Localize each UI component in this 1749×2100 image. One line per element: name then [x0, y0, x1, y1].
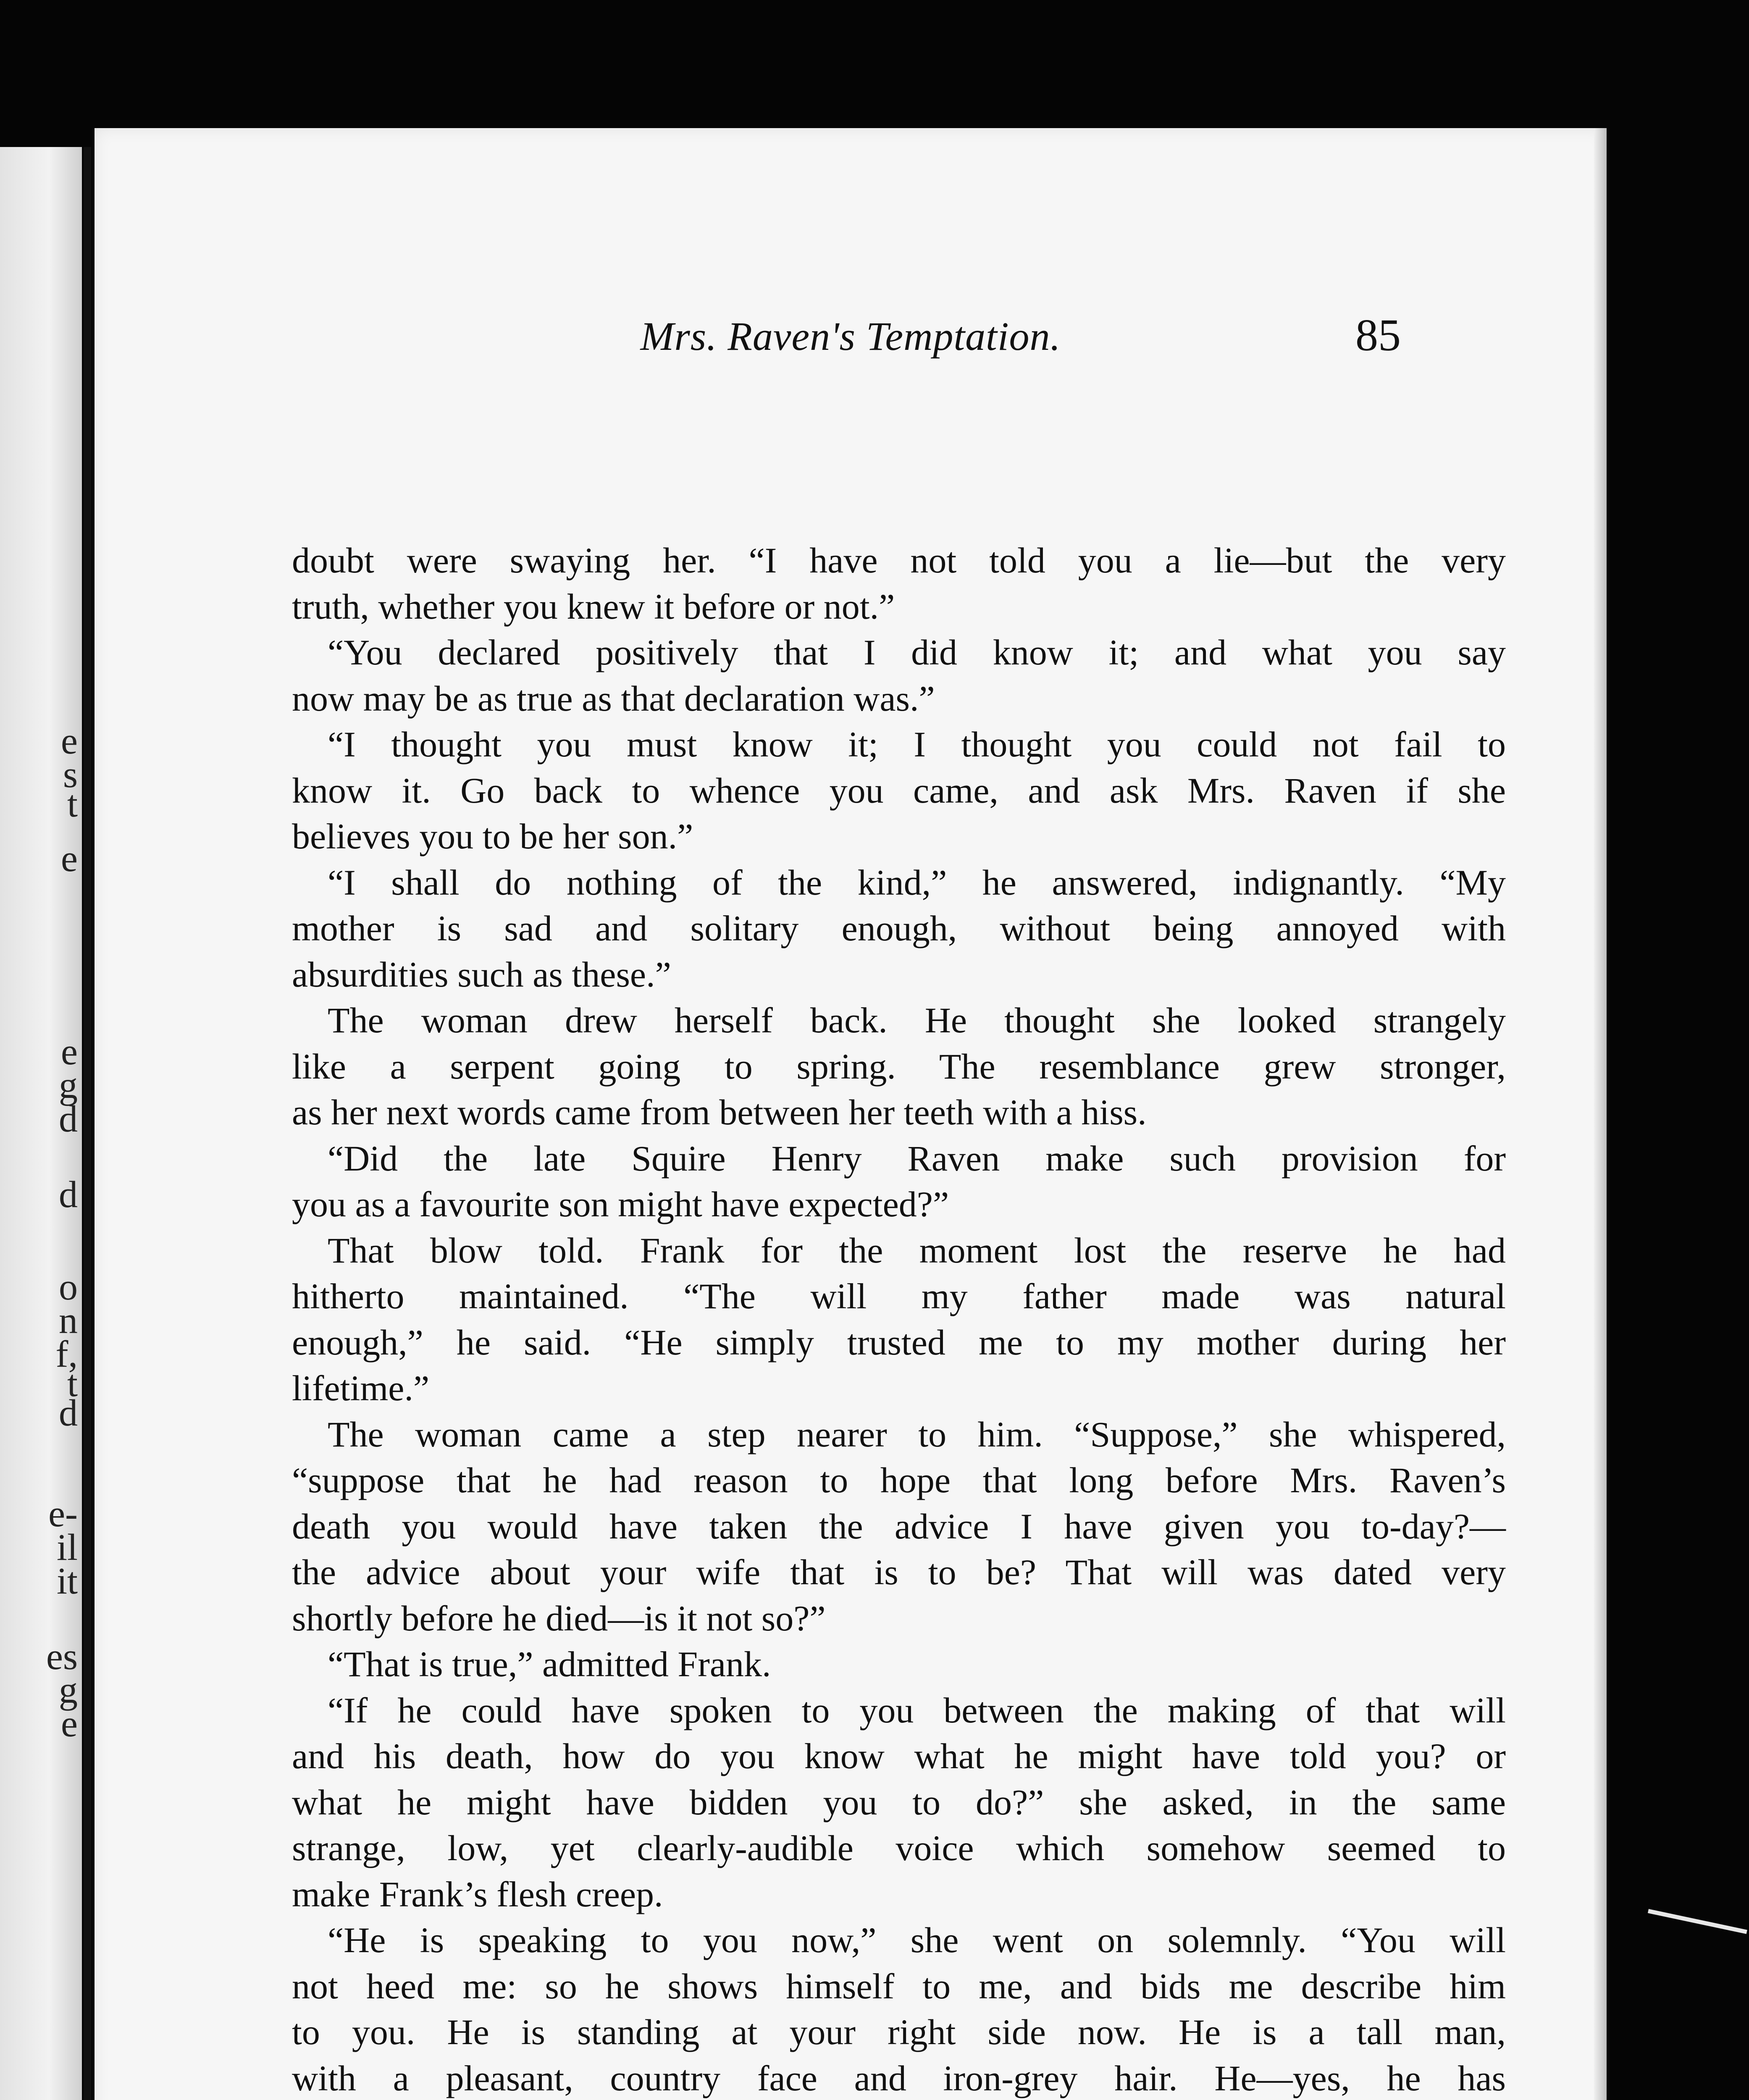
facing-page-fragment: il	[56, 1527, 78, 1568]
text-line: The woman drew herself back. He thought she looked strangely	[328, 1000, 1506, 1040]
text-line: and his death, how do you know what he might have told you? or	[292, 1736, 1506, 1776]
text-line: make Frank’s flesh creep.	[292, 1874, 663, 1914]
text-line: “You declared positively that I did know it; and what you say	[328, 632, 1506, 672]
text-line: mother is sad and solitary enough, without being annoyed with	[292, 908, 1506, 948]
text-line: as her next words came from between her teeth with a hiss.	[292, 1092, 1147, 1132]
text-line: now may be as true as that declaration was.”	[292, 678, 935, 719]
text-line: doubt were swaying her. “I have not told you a lie—but the very	[292, 540, 1506, 580]
facing-page-fragment: t	[67, 1363, 78, 1404]
facing-page-fragment: e	[61, 1703, 78, 1745]
text-line: with a pleasant, country face and iron-grey hair. He—yes, he has	[292, 2058, 1506, 2098]
facing-page-fragment: e	[61, 1031, 78, 1073]
text-line: know it. Go back to whence you came, and ask Mrs. Raven if she	[292, 770, 1506, 811]
facing-page-fragment: es	[46, 1636, 78, 1677]
text-line: hitherto maintained. “The will my father made was natural	[292, 1276, 1506, 1316]
text-line: shortly before he died—is it not so?”	[292, 1598, 826, 1638]
text-line: “If he could have spoken to you between the making of that will	[328, 1690, 1506, 1730]
text-line: believes you to be her son.”	[292, 816, 693, 856]
facing-page-fragment: g	[59, 1670, 78, 1711]
facing-page-fragment: e-	[48, 1493, 78, 1535]
facing-page-fragment: d	[59, 1174, 78, 1215]
facing-page-fragment: n	[59, 1300, 78, 1341]
text-line: “I shall do nothing of the kind,” he answered, indignantly. “My	[328, 862, 1506, 903]
text-line: That blow told. Frank for the moment lost the reserve he had	[328, 1230, 1506, 1270]
facing-page-fragment: g	[59, 1065, 78, 1106]
running-head	[95, 310, 1607, 388]
text-line: lifetime.”	[292, 1368, 430, 1408]
text-line: death you would have taken the advice I have given you to-day?—	[292, 1506, 1506, 1546]
facing-page-edge	[0, 147, 82, 2100]
text-line: absurdities such as these.”	[292, 954, 671, 995]
page-edge-shadow	[1594, 128, 1607, 2100]
scan-scratch	[1648, 1909, 1747, 1934]
text-line: “suppose that he had reason to hope that long before Mrs. Raven’s	[292, 1460, 1506, 1500]
text-line: not heed me: so he shows himself to me, and bids me describe him	[292, 1966, 1506, 2006]
text-line: what he might have bidden you to do?” she asked, in the same	[292, 1782, 1506, 1822]
book-page	[95, 128, 1607, 2100]
facing-page-fragment: t	[67, 783, 78, 825]
text-line: to you. He is standing at your right side now. He is a tall man,	[292, 2012, 1506, 2052]
text-line: strange, low, yet clearly-audible voice which somehow seemed to	[292, 1828, 1506, 1868]
facing-page-fragment: o	[59, 1266, 78, 1308]
text-line: you as a favourite son might have expected?”	[292, 1184, 949, 1224]
facing-page-fragment: s	[63, 754, 78, 795]
text-line: truth, whether you knew it before or not.”	[292, 586, 895, 627]
body-text	[292, 538, 1506, 2100]
text-line: The woman came a step nearer to him. “Suppose,” she whispered,	[328, 1414, 1506, 1454]
text-line: “I thought you must know it; I thought you could not fail to	[328, 724, 1506, 764]
page-number: 85	[1355, 310, 1401, 360]
facing-page-fragments	[0, 147, 82, 2100]
facing-page-fragment: f,	[55, 1334, 78, 1375]
facing-page-fragment: e	[61, 720, 78, 762]
text-line: enough,” he said. “He simply trusted me to my mother during her	[292, 1322, 1506, 1362]
facing-page-fragment: it	[56, 1560, 78, 1602]
text-line: the advice about your wife that is to be? That will was dated very	[292, 1552, 1506, 1592]
text-line: “He is speaking to you now,” she went on solemnly. “You will	[328, 1920, 1506, 1960]
text-line: “That is true,” admitted Frank.	[328, 1644, 771, 1684]
running-title: Mrs. Raven's Temptation.	[640, 314, 1061, 359]
text-line: “Did the late Squire Henry Raven make such provision for	[328, 1138, 1506, 1179]
facing-page-fragment: d	[59, 1392, 78, 1434]
text-line: like a serpent going to spring. The resemblance grew stronger,	[292, 1046, 1506, 1087]
gutter-shadow	[84, 147, 91, 2100]
facing-page-fragment: d	[59, 1098, 78, 1140]
facing-page-fragment: e	[61, 838, 78, 879]
